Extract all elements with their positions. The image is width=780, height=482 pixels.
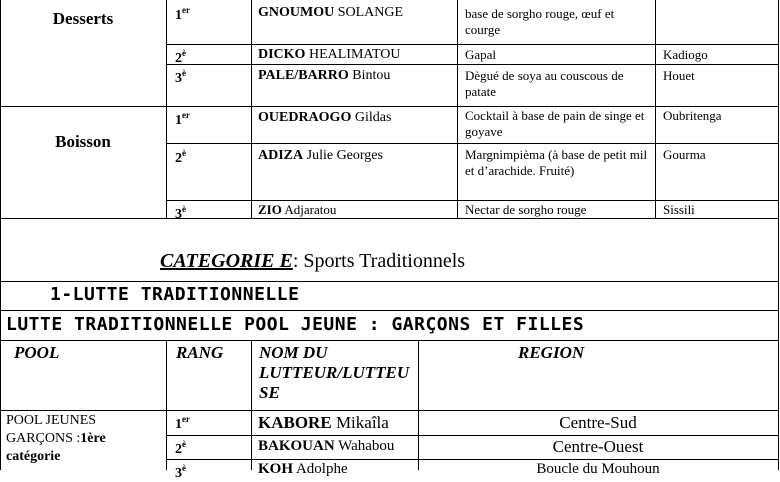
product-cell: Cocktail à base de pain de singe et goyave — [465, 108, 645, 139]
column-header-nom: NOM DU LUTTEUR/LUTTEU SE — [259, 343, 410, 402]
participant-name: DICKO HEALIMATOU — [258, 47, 401, 62]
wrestler-name: KOH Adolphe — [258, 461, 348, 477]
rank-cell: $3^è$ — [175, 204, 186, 222]
rank-cell: $2^è$ — [175, 48, 186, 66]
category-label: Desserts — [52, 9, 114, 28]
region-cell: Oubritenga — [663, 108, 722, 123]
rank-cell: $3^è$ — [175, 68, 186, 86]
column-header-region: REGION — [518, 343, 585, 362]
participant-name: PALE/BARRO Bintou — [258, 68, 391, 83]
table-border — [457, 0, 458, 218]
table-border — [0, 340, 778, 341]
table-border — [251, 340, 252, 470]
pool-group-line1: POOL JEUNES — [6, 413, 97, 428]
table-border — [0, 310, 778, 311]
table-border — [166, 459, 778, 460]
table-border — [0, 106, 778, 107]
rank-cell: $2^è$ — [175, 439, 186, 457]
table-border — [166, 0, 167, 218]
pool-group-line2: GARÇONS : — [6, 431, 81, 446]
region-cell: Houet — [663, 68, 695, 83]
wrestler-name: BAKOUAN Wahabou — [258, 438, 395, 454]
table-border — [251, 0, 252, 218]
region-cell: Centre-Ouest — [552, 437, 644, 456]
product-cell: Nectar de sorgho rouge — [465, 202, 587, 217]
product-cell: Dègué de soya au couscous de patate — [465, 68, 624, 99]
region-cell: Centre-Sud — [559, 413, 637, 432]
participant-name: ADIZA Julie Georges — [258, 148, 383, 163]
pool-group-line2-bold: 1ère — [80, 431, 106, 446]
pool-group-label — [6, 412, 162, 466]
participant-name: GNOUMOU SOLANGE — [258, 5, 404, 20]
table-border — [166, 44, 778, 45]
participant-name: ZIO Adjaratou — [258, 202, 337, 217]
section-heading-lutte: 1-LUTTE TRADITIONNELLE — [50, 284, 300, 305]
product-cell: Margnimpièma (à base de petit mil et d’arachide. Fruité) — [465, 147, 648, 178]
region-cell: Sissili — [663, 202, 695, 217]
table-border — [0, 218, 778, 219]
table-border — [166, 64, 778, 65]
column-header-rang: RANG — [176, 343, 224, 362]
region-cell: Gourma — [663, 147, 706, 162]
table-border — [0, 281, 778, 282]
table-border — [166, 200, 778, 201]
rank-cell: $2^è$ — [175, 148, 186, 166]
product-cell: Gapal — [465, 47, 497, 62]
product-cell: base de sorgho rouge, œuf et courge — [465, 6, 615, 37]
table-border — [166, 143, 778, 144]
rank-cell: 1er — [175, 414, 190, 432]
table-border — [778, 0, 779, 470]
participant-name: OUEDRAOGO Gildas — [258, 110, 392, 125]
table-border — [0, 410, 778, 411]
region-cell: Boucle du Mouhoun — [536, 461, 660, 477]
rank-cell: $3^è$ — [175, 463, 186, 481]
table-border — [655, 0, 656, 218]
region-cell: Kadiogo — [663, 47, 708, 62]
table-border — [0, 0, 1, 470]
section-heading-pool: LUTTE TRADITIONNELLE POOL JEUNE : GARÇONS ET FILLES — [6, 314, 585, 335]
column-header-pool: POOL — [14, 343, 60, 362]
pool-group-line3: catégorie — [6, 449, 61, 464]
rank-cell: 1er — [175, 5, 190, 23]
table-border — [166, 435, 778, 436]
category-e-heading: CATEGORIE E: Sports Traditionnels — [160, 250, 466, 272]
rank-cell: 1er — [175, 110, 190, 128]
category-label: Boisson — [55, 132, 111, 151]
table-border — [166, 340, 167, 470]
wrestler-name: KABORE Mikaîla — [258, 413, 389, 432]
